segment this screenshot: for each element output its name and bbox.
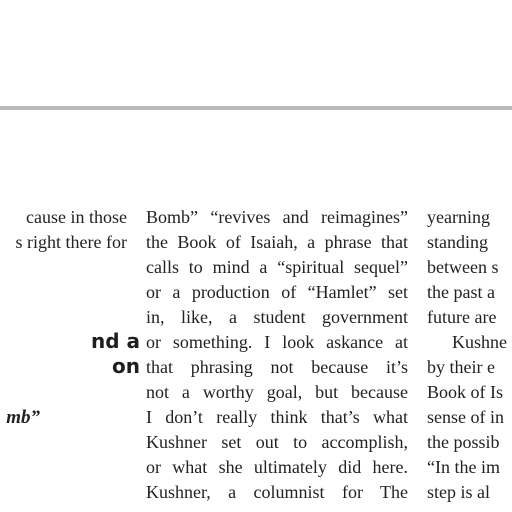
text-line: I don’t really think that’s what xyxy=(146,407,408,427)
text-line: cause in those xyxy=(26,207,127,227)
text-line: Kushne xyxy=(452,332,507,352)
text-line: “In the im xyxy=(427,457,500,477)
text-line: yearning xyxy=(427,207,490,227)
text-line: by their e xyxy=(427,357,495,377)
text-line: step is al xyxy=(427,482,490,502)
text-line: or what she ultimately did here. xyxy=(146,457,408,477)
middle-column-text xyxy=(146,205,408,505)
text-line: the past a xyxy=(427,282,495,302)
text-line: future are xyxy=(427,307,497,327)
text-line: s right there for xyxy=(15,232,127,252)
text-line: not a worthy goal, but because xyxy=(146,382,408,402)
text-line: the possib xyxy=(427,432,500,452)
section-heading-line-2: on xyxy=(112,354,140,378)
text-line: that phrasing not because it’s xyxy=(146,357,408,377)
horizontal-divider xyxy=(0,106,512,110)
text-line: in, like, a student government xyxy=(146,307,408,327)
text-line: or something. I look askance at xyxy=(146,332,408,352)
text-line: Bomb” “revives and reimagines” xyxy=(146,207,408,227)
text-line: Book of Is xyxy=(427,382,503,402)
text-line: Kushner set out to accomplish, xyxy=(146,432,408,452)
text-line: between s xyxy=(427,257,499,277)
right-column-text xyxy=(427,205,512,505)
section-heading-line-1: nd a xyxy=(90,329,140,353)
sub-heading: mb” xyxy=(6,407,40,428)
text-line: the Book of Isaiah, a phrase that xyxy=(146,232,408,252)
text-line: Kushner, a columnist for The xyxy=(146,482,408,502)
text-line: calls to mind a “spiritual sequel” xyxy=(146,257,408,277)
text-line: or a production of “Hamlet” set xyxy=(146,282,408,302)
left-column-text xyxy=(0,205,127,255)
text-line: sense of in xyxy=(427,407,504,427)
text-line: standing xyxy=(427,232,488,252)
